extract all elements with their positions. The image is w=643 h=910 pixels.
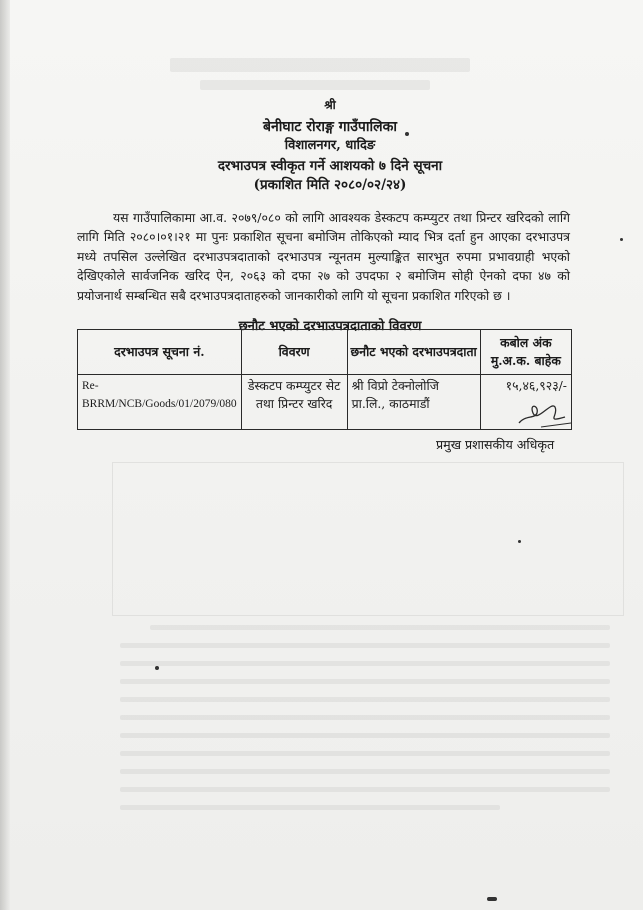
bleed-through-line: [120, 715, 610, 720]
col-header-description: विवरण: [241, 330, 347, 375]
cell-notice-no: Re-BRRM/NCB/Goods/01/2079/080: [78, 375, 242, 430]
office-location: विशालनगर, धादिङ: [284, 138, 376, 153]
bleed-through-line: [120, 787, 610, 792]
col-header-amount: कबोल अंक मु.अ.क. बाहेक: [480, 330, 571, 375]
cell-amount: १५,४६,९२३/-: [480, 375, 571, 430]
table-title: छनौट भएको दरभाउपत्रदाताको विवरण: [238, 319, 422, 334]
bleed-through-line: [120, 697, 610, 702]
municipality-name: बेनीघाट रोराङ्ग गाउँपालिका: [263, 119, 397, 135]
cell-bidder: श्री विप्रो टेक्नोलोजि प्रा.लि., काठमाडौं: [347, 375, 480, 430]
cell-description: डेस्कटप कम्प्युटर सेट तथा प्रिन्टर खरिद: [241, 375, 347, 430]
notice-body: यस गाउँपालिकामा आ.व. २०७९/०८० को लागि आवश्यक डेस्कटप कम्प्युटर तथा प्रिन्टर खरिदको लागि लागि मिति २०८०।०१।२१ मा पुनः प्रकाशित सूचना बमोजिम तोकिएको म्याद भित्र दर्ता हुन आएका दरभाउपत्र मध्ये तपसिल उल्लेखित दरभाउपत्रदाताको दरभाउपत्र न्यूनतम मुल्याङ्कित सारभुत रुपमा प्रभावग्राही भएको देखिएकोले सार्वजनिक खरिद ऐन, २०६३ को दफा २७ को उपदफा २ बमोजिम सोही ऐनको दफा ४७ को प्रयोजनार्थ सम्बन्धित सबै दरभाउपत्रदाताहरुको जानकारीको लागि यो सूचना प्रकाशित गरिएको छ ।: [77, 210, 570, 303]
scan-speck: [620, 238, 623, 241]
bleed-through-line: [120, 643, 610, 648]
scan-speck: [487, 897, 497, 901]
handwritten-signature: [515, 393, 575, 431]
bleed-through-line: [120, 769, 610, 774]
bleed-through-line: [150, 625, 610, 630]
header-shree: श्री: [324, 98, 336, 112]
bleed-through-line: [120, 661, 610, 666]
col-header-bidder: छनौट भएको दरभाउपत्रदाता: [347, 330, 480, 375]
bleed-through-table: [112, 462, 624, 616]
scan-speck: [405, 132, 409, 136]
published-date: (प्रकाशित मिति २०८०/०२/२४): [253, 177, 407, 193]
table-header-row: [78, 330, 572, 375]
scan-speck: [155, 666, 159, 670]
col-header-notice-no: दरभाउपत्र सूचना नं.: [78, 330, 242, 375]
bleed-through-line: [120, 733, 610, 738]
scan-speck: [518, 540, 521, 543]
bleed-through-line: [170, 58, 470, 72]
table-row: [78, 375, 572, 430]
bleed-through-line: [120, 805, 500, 810]
bleed-through-line: [120, 679, 610, 684]
selected-bidder-table: [77, 329, 572, 430]
notice-title: दरभाउपत्र स्वीकृत गर्ने आशयको ७ दिने सूचना: [217, 158, 443, 174]
scan-left-edge: [0, 0, 10, 910]
signatory-title: प्रमुख प्रशासकीय अधिकृत: [436, 437, 555, 452]
bleed-through-line: [120, 751, 610, 756]
bleed-through-line: [200, 80, 430, 90]
